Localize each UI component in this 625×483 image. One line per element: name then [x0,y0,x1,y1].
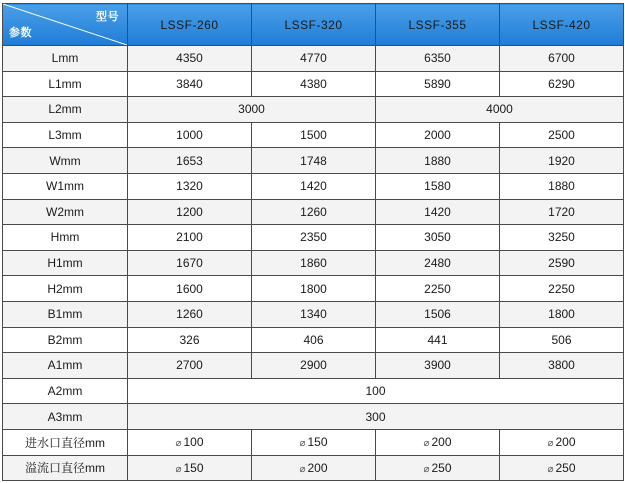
param-label: A1mm [3,353,128,379]
value-cell [500,148,624,174]
value-cell [376,301,500,327]
param-label: W1mm [3,173,128,199]
value-text: 1720 [548,204,575,219]
table-row [3,225,624,251]
value-cell [252,327,376,353]
diameter-icon: ⌀ [175,438,182,450]
model-header: LSSF-320 [252,4,376,46]
value-text: 1200 [176,204,203,219]
corner-cell [3,4,128,46]
value-text: 3050 [424,230,451,245]
value-cell [500,225,624,251]
value-text: 3250 [548,230,575,245]
value-text: 4380 [300,76,327,91]
value-cell [128,353,252,379]
value-cell [128,327,252,353]
value-cell-merged: 4000 [376,97,624,123]
param-label: B1mm [3,301,128,327]
model-header: LSSF-355 [376,4,500,46]
model-header: LSSF-420 [500,4,624,46]
table-row [3,148,624,174]
param-label: A2mm [3,378,128,404]
value-cell [376,225,500,251]
param-label: Wmm [3,148,128,174]
param-label: 溢流口直径mm [3,455,128,481]
value-cell [128,225,252,251]
value-text: 3900 [424,358,451,373]
table-row [3,455,624,481]
value-text: 506 [551,332,572,347]
value-cell-all: 100 [128,378,624,404]
value-cell [252,173,376,199]
param-label: H2mm [3,276,128,302]
value-cell [376,148,500,174]
value-cell [128,455,252,481]
diameter-icon: ⌀ [299,463,306,475]
value-cell-merged: 3000 [128,97,376,123]
value-cell [376,455,500,481]
param-label: B2mm [3,327,128,353]
value-text: 3800 [548,358,575,373]
param-label: A3mm [3,404,128,430]
diameter-icon: ⌀ [423,438,430,450]
value-text: 1600 [176,281,203,296]
value-text: 1920 [548,153,575,168]
table-row [3,199,624,225]
value-cell [128,199,252,225]
value-cell [500,327,624,353]
value-cell [252,276,376,302]
value-text: 326 [179,332,200,347]
value-text: 6290 [548,76,575,91]
value-text: 1880 [548,179,575,194]
spec-table [2,3,624,481]
value-text: 2350 [300,230,327,245]
diameter-icon: ⌀ [547,438,554,450]
table-row [3,173,624,199]
model-header: LSSF-260 [128,4,252,46]
value-text: 1260 [176,307,203,322]
value-cell [376,250,500,276]
value-text: 250 [431,460,452,475]
value-cell [376,122,500,148]
value-text: 4770 [300,51,327,66]
value-cell [500,250,624,276]
value-cell [500,199,624,225]
table-row [3,353,624,379]
param-label: 进水口直径mm [3,429,128,455]
value-cell [376,199,500,225]
param-label: L2mm [3,97,128,123]
value-text: 2500 [548,128,575,143]
table-row [3,327,624,353]
value-text: 2100 [176,230,203,245]
diameter-icon: ⌀ [299,438,306,450]
value-text: 1340 [300,307,327,322]
value-text: 1500 [300,128,327,143]
table-body [3,46,624,481]
value-cell [128,276,252,302]
table-row [3,250,624,276]
table-row [3,404,624,430]
value-cell [376,276,500,302]
value-text: 6700 [548,51,575,66]
value-cell [500,122,624,148]
table-row [3,122,624,148]
value-text: 1420 [300,179,327,194]
value-text: 150 [307,435,328,450]
value-cell [128,429,252,455]
value-cell [252,353,376,379]
value-text: 1670 [176,256,203,271]
value-cell [252,429,376,455]
value-cell [128,301,252,327]
value-cell [252,225,376,251]
diameter-icon: ⌀ [175,463,182,475]
value-cell [500,353,624,379]
table-row [3,276,624,302]
table-row [3,429,624,455]
value-cell [376,71,500,97]
param-label: H1mm [3,250,128,276]
value-text: 200 [431,435,452,450]
table-row [3,46,624,72]
value-text: 1800 [300,281,327,296]
value-text: 1860 [300,256,327,271]
diameter-icon: ⌀ [423,463,430,475]
value-cell [128,122,252,148]
value-text: 1748 [300,153,327,168]
table-row [3,97,624,123]
value-text: 1580 [424,179,451,194]
value-text: 406 [303,332,324,347]
value-cell [252,148,376,174]
param-label: L1mm [3,71,128,97]
value-text: 200 [555,435,576,450]
value-text: 3840 [176,76,203,91]
value-text: 250 [555,460,576,475]
value-cell [128,46,252,72]
corner-top-label: 型号 [96,11,119,23]
value-cell [252,250,376,276]
value-text: 2000 [424,128,451,143]
param-label: W2mm [3,199,128,225]
table-row [3,378,624,404]
value-text: 5890 [424,76,451,91]
value-cell [128,148,252,174]
value-cell [252,46,376,72]
value-text: 1653 [176,153,203,168]
value-text: 2700 [176,358,203,373]
value-cell [376,173,500,199]
value-cell [376,353,500,379]
value-cell [376,429,500,455]
value-text: 100 [183,435,204,450]
value-cell [500,71,624,97]
value-text: 1320 [176,179,203,194]
value-cell [252,301,376,327]
value-text: 2250 [548,281,575,296]
value-cell [500,276,624,302]
value-cell [128,250,252,276]
value-cell [252,122,376,148]
header-row [3,4,624,46]
table-row [3,301,624,327]
diameter-icon: ⌀ [547,463,554,475]
value-cell [500,46,624,72]
value-text: 441 [427,332,448,347]
value-cell [500,429,624,455]
value-text: 2590 [548,256,575,271]
table-row [3,71,624,97]
value-text: 1506 [424,307,451,322]
value-text: 2900 [300,358,327,373]
value-text: 1800 [548,307,575,322]
value-cell [376,46,500,72]
value-text: 1260 [300,204,327,219]
value-text: 4350 [176,51,203,66]
param-label: Lmm [3,46,128,72]
value-text: 1880 [424,153,451,168]
corner-bottom-label: 参数 [9,27,32,39]
value-text: 1000 [176,128,203,143]
value-text: 1420 [424,204,451,219]
value-text: 200 [307,460,328,475]
param-label: Hmm [3,225,128,251]
value-text: 2250 [424,281,451,296]
value-cell [500,173,624,199]
value-cell [376,327,500,353]
value-text: 2480 [424,256,451,271]
value-text: 6350 [424,51,451,66]
value-cell [252,455,376,481]
value-cell [500,455,624,481]
value-cell [252,71,376,97]
value-cell [128,71,252,97]
value-cell [128,173,252,199]
value-cell [500,301,624,327]
value-cell [252,199,376,225]
param-label: L3mm [3,122,128,148]
value-text: 150 [183,460,204,475]
value-cell-all: 300 [128,404,624,430]
